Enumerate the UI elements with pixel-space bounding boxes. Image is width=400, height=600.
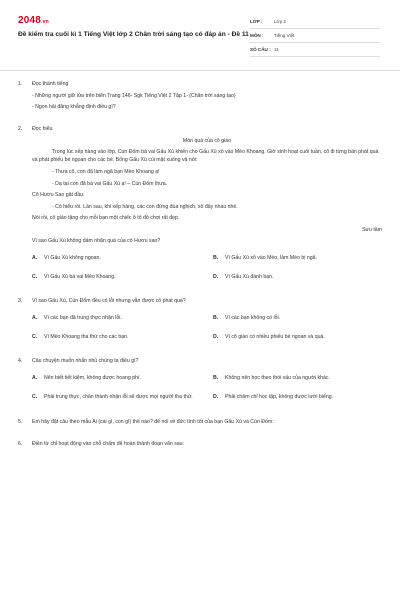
option-text: Vì Gấu Xù bá vai Mèo Khoang. bbox=[44, 274, 116, 281]
question-1 bbox=[18, 80, 382, 111]
question-text: Vì sao Gấu Xù, Cún Đốm đều có lỗi nhưng vẫn được cô phát quà? bbox=[32, 298, 186, 305]
option-letter: D. bbox=[213, 394, 219, 401]
option-letter: A. bbox=[32, 255, 38, 262]
question-number: 1. bbox=[18, 81, 23, 87]
option-text: Vì các bạn đã trung thực nhận lỗi. bbox=[44, 315, 122, 322]
meta-row-subject bbox=[250, 29, 380, 43]
site-logo[interactable] bbox=[18, 13, 49, 29]
logo-suffix: .vn bbox=[41, 19, 49, 25]
answer-option-d[interactable] bbox=[213, 331, 382, 343]
question-5 bbox=[18, 418, 382, 426]
question-text: Em hãy đặt câu theo mẫu Ai (cái gì, con gì) thế nào? để nói về đức tính tốt của bạn Gấu Xù và Cún Đốm: bbox=[32, 418, 274, 425]
option-letter: C. bbox=[32, 274, 38, 281]
meta-key: SỐ CÂU : bbox=[250, 46, 271, 52]
option-letter: A. bbox=[32, 315, 38, 322]
meta-value: 11 bbox=[274, 46, 279, 52]
answer-options bbox=[32, 312, 382, 343]
question-6 bbox=[18, 440, 382, 448]
page-title: Đề kiểm tra cuối kì 1 Tiếng Việt lớp 2 Chân trời sáng tạo có đáp án - Đề 11 bbox=[18, 31, 249, 38]
question-line: - Ngọn hải đăng khẳng định điều gì? bbox=[32, 104, 116, 111]
question-text: Câu chuyện muốn nhắn nhủ chúng ta điều gì? bbox=[32, 358, 139, 365]
question-number: 3. bbox=[18, 298, 23, 305]
answer-option-c[interactable] bbox=[32, 271, 201, 283]
question-line: - Những người giữ lửa trên biển Trang 146- Sgk Tiếng Việt 2 Tập 1- (Chân trời sáng tạo) bbox=[32, 92, 236, 99]
answer-option-a[interactable] bbox=[32, 252, 201, 264]
option-text: Vì Gấu Xù xô vào Mèo, làm Mèo bị ngã. bbox=[225, 255, 317, 262]
story-dialogue: - Dạ tại con đã bá vai Gấu Xù ạ! – Cún Đốm thưa. bbox=[52, 180, 168, 187]
story-paragraph: Cô Hươu Sao gật đầu: bbox=[32, 192, 85, 199]
header-divider bbox=[0, 70, 400, 71]
question-3 bbox=[18, 297, 382, 343]
story-paragraph: Trong lúc xếp hàng vào lớp, Cún Đốm bá vai Gấu Xù khiến cho Gấu Xù xô vào Mèo Khoang. Giờ sinh hoạt cuối tuần, cô đi từng bàn phát quà và phát phiếu bé ngoan cho các bé. Bống Gấu Xù cúi mặt xuống và nói: bbox=[32, 149, 379, 164]
answer-options bbox=[32, 252, 382, 283]
option-text: Không nên học theo thói xấu của người khác. bbox=[225, 375, 330, 382]
question-title: Đọc thành tiếng bbox=[32, 81, 69, 87]
meta-value: Lớp 2 bbox=[274, 18, 286, 24]
story-dialogue: - Thưa cô, con đã làm ngã bạn Mèo Khoang ạ! bbox=[52, 168, 160, 175]
question-title: Đọc hiểu bbox=[32, 126, 53, 133]
answer-option-c[interactable] bbox=[32, 331, 201, 343]
option-letter: C. bbox=[32, 394, 38, 401]
answer-option-b[interactable] bbox=[213, 312, 382, 324]
option-letter: C. bbox=[32, 334, 38, 341]
meta-table bbox=[250, 15, 380, 57]
answer-option-c[interactable] bbox=[32, 392, 201, 404]
option-letter: B. bbox=[213, 315, 219, 322]
answer-options bbox=[32, 373, 382, 404]
answer-option-a[interactable] bbox=[32, 312, 201, 324]
option-text: Vì cô giáo có nhiều phiếu bé ngoan và quà. bbox=[225, 334, 325, 341]
option-text: Phải trung thực, chân thành nhận lỗi sẽ được mọi người tha thứ. bbox=[44, 394, 193, 401]
question-number: 6. bbox=[18, 440, 23, 447]
questions bbox=[18, 80, 382, 462]
page-header bbox=[18, 13, 382, 63]
option-letter: A. bbox=[32, 375, 38, 382]
meta-value: Tiếng Việt bbox=[274, 32, 295, 38]
story-title: Món quà của cô giáo bbox=[182, 137, 232, 144]
answer-option-d[interactable] bbox=[213, 271, 382, 283]
option-text: Vì Mèo Khoang tha thứ cho các bạn. bbox=[44, 334, 129, 341]
option-text: Vì các bạn không có lỗi. bbox=[225, 315, 281, 322]
option-letter: D. bbox=[213, 334, 219, 341]
option-letter: D. bbox=[213, 274, 219, 281]
question-text: Vì sao Gấu Xù không dám nhận quà của cô Hươu sao? bbox=[32, 238, 161, 245]
option-text: Phải chăm chỉ học tập, không được lười biếng. bbox=[225, 394, 334, 401]
option-letter: B. bbox=[213, 255, 219, 262]
question-4 bbox=[18, 357, 382, 403]
answer-option-b[interactable] bbox=[213, 252, 382, 264]
option-text: Nên biết tiết kiệm, không được hoang phí. bbox=[44, 375, 141, 382]
question-number: 2. bbox=[18, 126, 23, 133]
story-source: Sưu tầm bbox=[362, 226, 382, 233]
meta-row-class bbox=[250, 15, 380, 29]
option-text: Vì Gấu Xù đánh bạn. bbox=[225, 274, 274, 281]
question-text: Điền từ chỉ hoạt động vào chỗ chấm để hoàn thành đoạn văn sau: bbox=[32, 440, 185, 447]
meta-key: LỚP : bbox=[250, 18, 263, 24]
meta-key: MÔN : bbox=[250, 32, 264, 38]
meta-row-question-count bbox=[250, 43, 380, 57]
option-text: Vì Gấu Xù không ngoan. bbox=[44, 255, 101, 262]
question-2 bbox=[18, 125, 382, 283]
logo-text: 2048 bbox=[18, 15, 42, 26]
question-number: 4. bbox=[18, 358, 23, 365]
answer-option-b[interactable] bbox=[213, 373, 382, 385]
question-number: 5. bbox=[18, 418, 23, 425]
option-letter: B. bbox=[213, 375, 219, 382]
answer-option-a[interactable] bbox=[32, 373, 201, 385]
story-dialogue: - Cô hiểu rồi. Lần sau, khi xếp hàng, các con đừng đùa nghịch, xô đẩy nhau nhé. bbox=[52, 203, 238, 210]
story-paragraph: Nói rồi, cô giáo tặng cho mỗi bạn một chiếc ô tô đồ chơi rất đẹp. bbox=[32, 215, 180, 222]
answer-option-d[interactable] bbox=[213, 392, 382, 404]
